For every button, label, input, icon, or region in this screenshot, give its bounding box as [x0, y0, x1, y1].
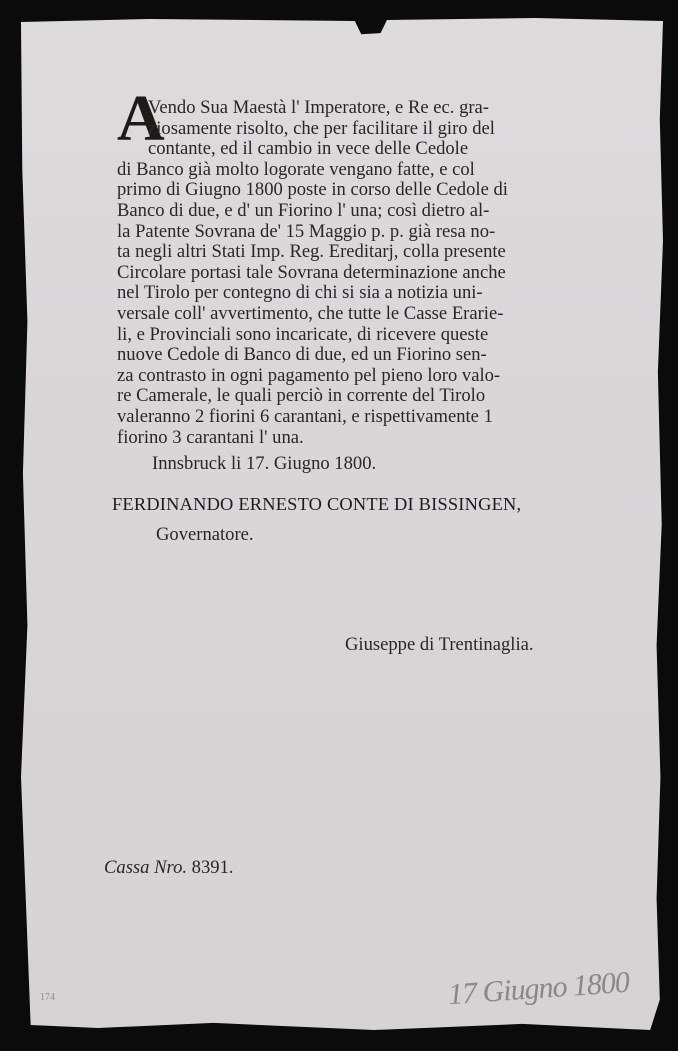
pencil-note-number: 174	[40, 992, 55, 1003]
text-line: la Patente Sovrana de' 15 Maggio p. p. già resa no-	[117, 220, 496, 242]
signer-title: Governatore.	[156, 524, 254, 545]
text-line: primo di Giugno 1800 poste in corso delle Cedole di	[117, 179, 508, 201]
text-line: li, e Provinciali sono incaricate, di ricevere queste	[117, 323, 489, 345]
text-line: re Camerale, le quali perciò in corrente del Tirolo	[117, 385, 486, 407]
drop-cap: A	[117, 82, 165, 155]
place-date: Innsbruck li 17. Giugno 1800.	[152, 453, 377, 474]
ordinance-text	[117, 98, 565, 448]
text-line: di Banco già molto logorate vengano fatte, e col	[117, 158, 475, 180]
text-line: ta negli altri Stati Imp. Reg. Ereditarj, colla presente	[117, 241, 506, 263]
text-line: za contrasto in ogni pagamento pel pieno loro valo-	[117, 364, 501, 386]
signer-name: FERDINANDO ERNESTO CONTE DI BISSINGEN,	[112, 494, 522, 514]
text-line: Circolare portasi tale Sovrana determinazione anche	[117, 261, 506, 283]
text-line: Vendo Sua Maestà l' Imperatore, e Re ec. gra-	[148, 97, 489, 118]
text-line: fiorino 3 carantani l' una.	[117, 426, 304, 448]
text-line: versale coll' avvertimento, che tutte le Casse Erarie-	[117, 302, 504, 324]
text-line: nuove Cedole di Banco di due, ed un Fiorino sen-	[117, 344, 487, 366]
cassa-reference	[104, 857, 234, 879]
countersignature: Giuseppe di Trentinaglia.	[345, 634, 534, 655]
pencil-note-date: 17 Giugno 1800	[447, 965, 630, 1012]
cassa-number: 8391.	[191, 857, 234, 878]
text-line: ziosamente risolto, che per facilitare il giro del	[148, 117, 495, 139]
text-line: contante, ed il cambio in vece delle Cedole	[148, 138, 469, 160]
cassa-label: Cassa Nro.	[104, 857, 188, 878]
text-line: nel Tirolo per contegno di chi si sia a notizia uni-	[117, 282, 483, 304]
text-line: valeranno 2 fiorini 6 carantani, e rispettivamente 1	[117, 405, 493, 427]
text-line: Banco di due, e d' un Fiorino l' una; così dietro al-	[117, 199, 490, 221]
